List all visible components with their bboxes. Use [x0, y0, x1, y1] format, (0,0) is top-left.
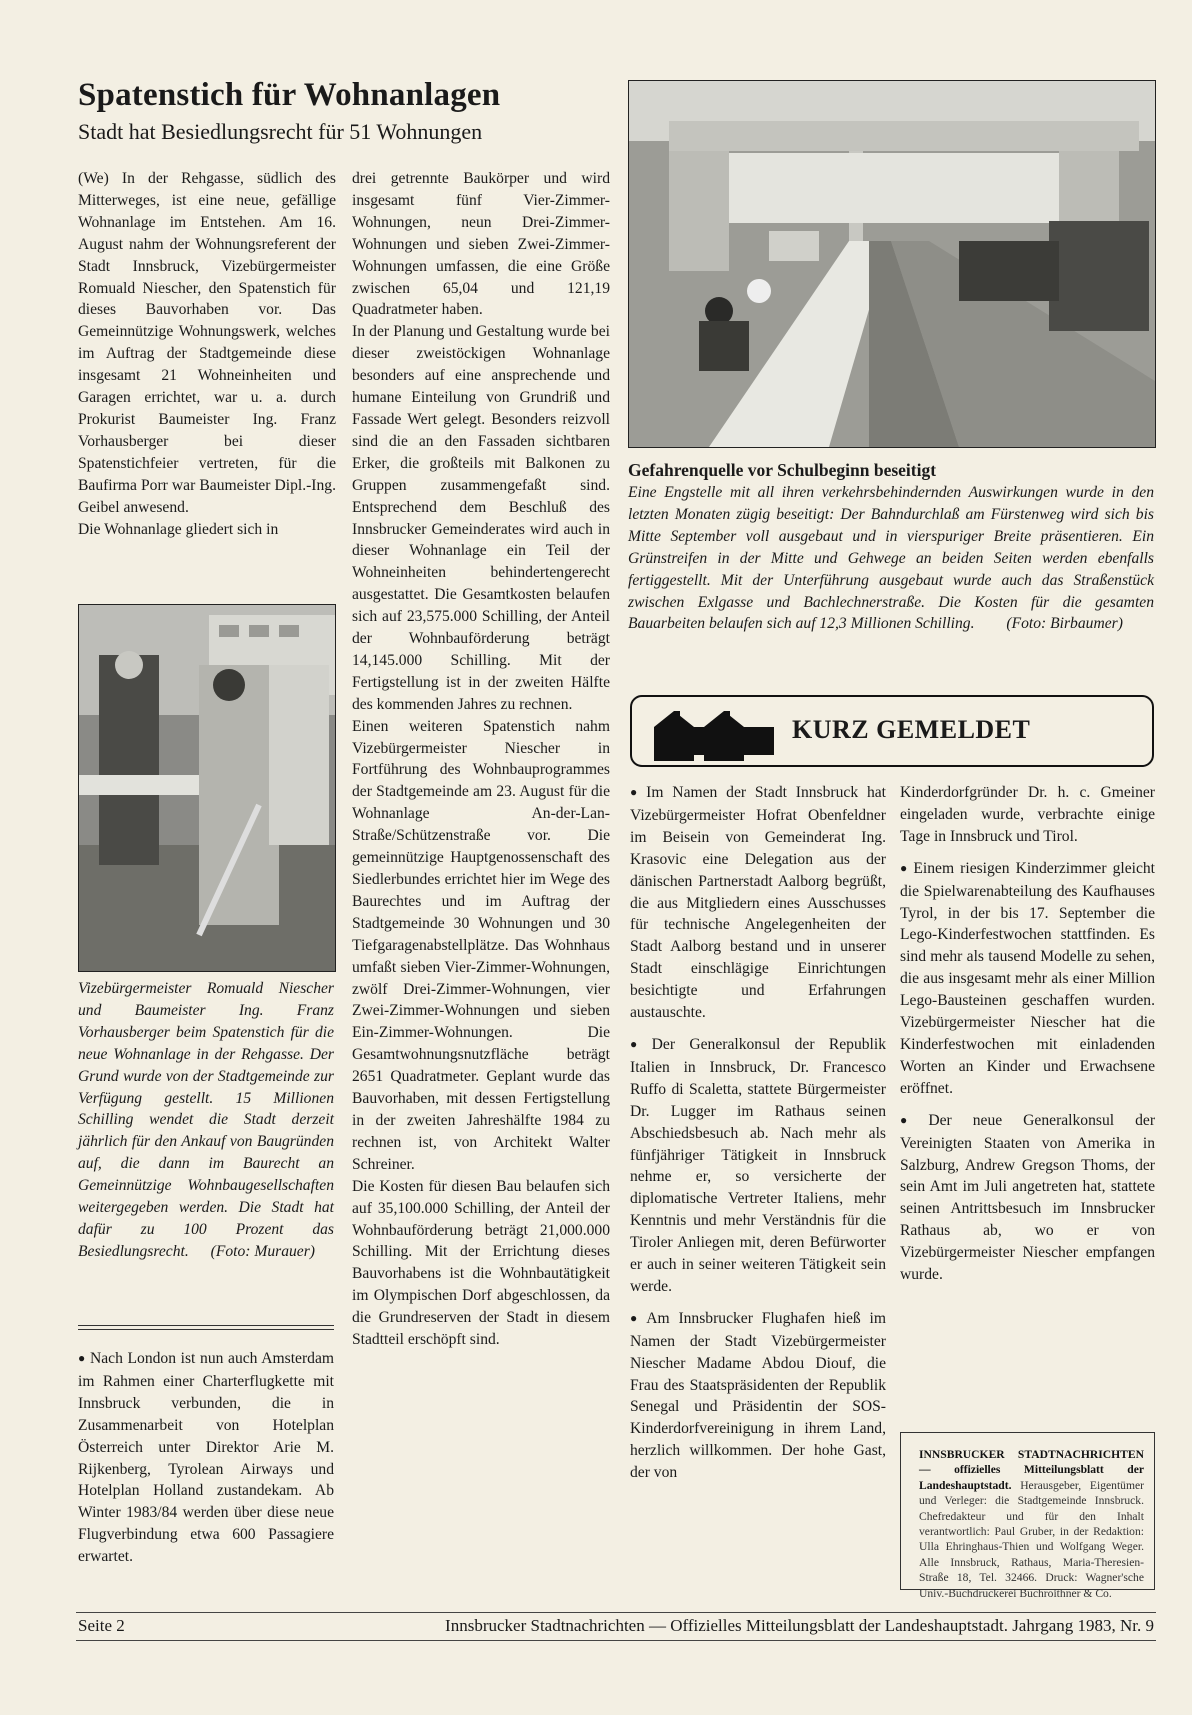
photo-credit: (Foto: Birbaumer) — [1006, 615, 1123, 633]
impressum-text: Herausgeber, Eigentümer und Verleger: die Stadtgemeinde Innsbruck. Chefredakteur und für den Inhalt verantwortlich: Paul Gruber, in der Redaktion: Ulla Ehringhaus-Thien und Wolfgang Weger. Alle Innsbruck, Rathaus, Maria-Theresien-Straße 18, Tel. 32466. Druck: Wagner'sche Univ.-Buchdruckerei Buchroithner & Co. — [919, 1478, 1144, 1600]
news-item: ● Der Generalkonsul der Republik Italien in Innsbruck, Dr. Francesco Ruffo di Scaletta, stattete Bürgermeister Dr. Lugger im Rathaus seinen Abschiedsbesuch ab. Nach mehr als fünfjähriger Tätigkeit in Innsbruck nehme er, so versicherte der diplomatische Vertreter Italiens, mehr Kenntnis und mehr Verständnis für die Tiroler Anliegen mit, deren Befürworter er auch in seiner weiteren Tätigkeit sein werde. — [630, 1034, 886, 1298]
groundbreaking-photo-caption — [78, 978, 334, 1263]
news-text: ● Nach London ist nun auch Amsterdam im Rahmen einer Charterflugkette mit Innsbruck verbunden, die in Zusammenarbeit von Hotelplan Österreich unter Direktor Arie M. Rijkenberg, Tyrolean Airways und Hotelplan Holland zustandekam. Ab Winter 1983/84 werden über diese neue Flugverbindung etwa 600 Passagiere erwartet. — [78, 1348, 334, 1568]
houses-logo-icon — [650, 703, 778, 761]
article-paragraph: Einen weiteren Spatenstich nahm Vizebürgermeister Niescher in Fortführung des Wohnbauprogrammes der Stadtgemeinde am 23. August für die Wohnanlage An-der-Lan-Straße/Schützenstraße vor. Die gemeinnützige Hauptgenossenschaft des Siedlerbundes errichtet hier im Wege des Baurechtes und im Auftrag der Stadtgemeinde 30 Wohnungen und 30 Tiefgaragenabstellplätze. Das Wohnhaus umfaßt sieben Vier-Zimmer-Wohnungen, zwölf Drei-Zimmer-Wohnungen, vier Zwei-Zimmer-Wohnungen und sieben Ein-Zimmer-Wohnungen. Die Gesamtwohnungsnutzfläche beträgt 2651 Quadratmeter. Geplant wurde das Bauvorhaben, mit dessen Fertigstellung in der zweiten Jahreshälfte 1984 zu rechnen ist, von Architekt Walter Schreiner. — [352, 717, 610, 1173]
flight-news-item — [78, 1348, 334, 1568]
article-title: Spatenstich für Wohnanlagen — [78, 77, 501, 113]
article-paragraph: In der Planung und Gestaltung wurde bei dieser zweistöckigen Wohnanlage besonders auf eine ansprechende und humane Einteilung von Grundriß und Fassade Wert gelegt. Besonders reizvoll sind die an den Fassaden sichtbaren Erker, die großteils mit Balkonen zu Gruppen zusammengefaßt sind. Entsprechend dem Beschluß des Innsbrucker Gemeinderates wird auch in dieser Wohnanlage ein Teil der Wohneinheiten behindertengerecht ausgestattet. Die Gesamtkosten belaufen sich auf 23,575.000 Schilling, der Anteil der Wohnbauförderung beträgt 14,145.000 Schilling. Mit der Fertigstellung ist in der zweiten Hälfte des kommenden Jahres zu rechnen. — [352, 323, 610, 713]
publication-info: Innsbrucker Stadtnachrichten — Offizielles Mitteilungsblatt der Landeshauptstadt. Jahrgang 1983, Nr. 9 — [445, 1616, 1154, 1635]
article-paragraph: (We) In der Rehgasse, südlich des Mitterweges, ist eine neue, gefällige Wohnanlage im Entstehen. Am 16. August nahm der Wohnungsreferent der Stadt Innsbruck, Vizebürgermeister Romuald Niescher, den Spatenstich für dieses Bauvorhaben vor. Das Gemeinnützige Wohnungswerk, welches im Auftrag der Stadtgemeinde diese insgesamt 21 Wohneinheiten und Garagen errichtet, war u. a. durch Prokurist Baumeister Ing. Franz Vorhausberger bei dieser Spatenstichfeier vertreten, für die Baufirma Porr war Baumeister Dipl.-Ing. Geibel anwesend. — [78, 170, 336, 516]
article-headline: Gefahrenquelle vor Schulbeginn beseitigt — [628, 460, 937, 480]
footer-rule — [76, 1640, 1156, 1641]
underpass-construction-photo — [628, 80, 1156, 448]
kurz-gemeldet-column-2 — [900, 782, 1155, 1286]
article-column-1 — [78, 168, 336, 540]
article-paragraph: drei getrennte Baukörper und wird insgesamt fünf Vier-Zimmer-Wohnungen, neun Drei-Zimmer-Wohnungen und sieben Zwei-Zimmer-Wohnungen umfassen, die eine Größe zwischen 65,04 und 121,19 Quadratmeter haben. — [352, 170, 610, 319]
article-body — [628, 482, 1154, 635]
caption-text: Vizebürgermeister Romuald Niescher und Baumeister Ing. Franz Vorhausberger beim Spatenstich für die neue Wohnanlage in der Rehgasse. Der Grund wurde von der Stadtgemeinde zur Verfügung gestellt. 15 Millionen Schilling wendet die Stadt derzeit jährlich für den Ankauf von Baugründen auf, die dann im Baurecht an Gemeinnützige Wohnbaugesellschaften weitergegeben werden. Die Stadt hat dafür zu 100 Prozent das Besiedlungsrecht. — [78, 980, 334, 1260]
section-title: KURZ GEMELDET — [792, 715, 1031, 744]
section-divider — [78, 1325, 334, 1330]
article-text: Eine Engstelle mit all ihren verkehrsbehindernden Auswirkungen wurde in den letzten Monaten zügig beseitigt: Der Bahndurchlaß am Fürstenweg wird sich bis Mitte September voll ausgebaut und in vierspuriger Breite präsentieren. Ein Grünstreifen in der Mitte und Gehwege an beiden Seiten werden ebenfalls fertiggestellt. Mit der Unterführung ausgebaut wurde auch das Straßenstück zwischen Exlgasse und Bachlechnerstraße. Die Kosten für die gesamten Bauarbeiten belaufen sich auf 12,3 Millionen Schilling. — [628, 484, 1154, 633]
photo-credit: (Foto: Murauer) — [210, 1242, 315, 1260]
groundbreaking-photo — [78, 604, 336, 972]
impressum-box — [900, 1432, 1155, 1600]
kurz-gemeldet-column-1 — [630, 782, 886, 1484]
page-number: Seite 2 — [78, 1616, 125, 1635]
news-item: ● Am Innsbrucker Flughafen hieß im Namen der Stadt Vizebürgermeister Niescher Madame Abdou Diouf, die Frau des Staatspräsidenten der Republik Senegal und Präsidentin der SOS-Kinderdorfvereinigung in ihrem Land, herzlich willkommen. Der hohe Gast, der von — [630, 1308, 886, 1484]
article-column-2 — [352, 168, 610, 1351]
kurz-gemeldet-header — [630, 695, 1154, 767]
impressum-title: INNSBRUCKER STADTNACHRICHTEN — offizielles Mitteilungsblatt der Landeshauptstadt. — [919, 1448, 1144, 1492]
article-paragraph: Die Kosten für diesen Bau belaufen sich auf 35,100.000 Schilling, der Anteil der Wohnbauförderung beträgt 21,000.000 Schilling. Mit der Errichtung dieses Bauvorhabens ist die Wohnbautätigkeit im Olympischen Dorf abgeschlossen, da die Grundreserven der Stadt in diesem Stadtteil erschöpft sind. — [352, 1177, 610, 1349]
news-item: ● Einem riesigen Kinderzimmer gleicht die Spielwarenabteilung des Kaufhauses Tyrol, in der bis 17. September die Lego-Kinderfestwochen stattfinden. Es sind mehr als tausend Modelle zu sehen, die aus insgesamt mehr als einer Million Lego-Bausteinen geschaffen wurden. Vizebürgermeister Niescher hat die Kinderfestwochen mit einladenden Worten an Kinder und Erwachsene eröffnet. — [900, 858, 1155, 1100]
footer-rule — [76, 1612, 1156, 1613]
news-item: ● Der neue Generalkonsul der Vereinigten Staaten von Amerika in Salzburg, Andrew Gregson Thoms, der sein Amt im Juli angetreten hat, stattete seinen Antrittsbesuch im Innsbrucker Rathaus ab, wo er von Vizebürgermeister Niescher empfangen wurde. — [900, 1110, 1155, 1286]
news-item-continuation: Kinderdorfgründer Dr. h. c. Gmeiner eingeladen wurde, verbrachte einige Tage in Innsbruck und Tirol. — [900, 784, 1155, 845]
article-subtitle: Stadt hat Besiedlungsrecht für 51 Wohnungen — [78, 119, 483, 144]
article-paragraph: Die Wohnanlage gliedert sich in — [78, 520, 279, 538]
news-item: ● Im Namen der Stadt Innsbruck hat Vizebürgermeister Hofrat Obenfeldner im Beisein von Gemeinderat Ing. Krasovic eine Delegation aus der dänischen Partnerstadt Aalborg begrüßt, die aus Mitgliedern eines Ausschusses für technische Angelegenheiten der Stadt Aalborg bestand und in unserer Stadt einschlägige Einrichtungen besichtigte und Erfahrungen austauschte. — [630, 782, 886, 1024]
photo-image-icon — [79, 605, 335, 971]
photo-image-icon — [629, 81, 1155, 447]
